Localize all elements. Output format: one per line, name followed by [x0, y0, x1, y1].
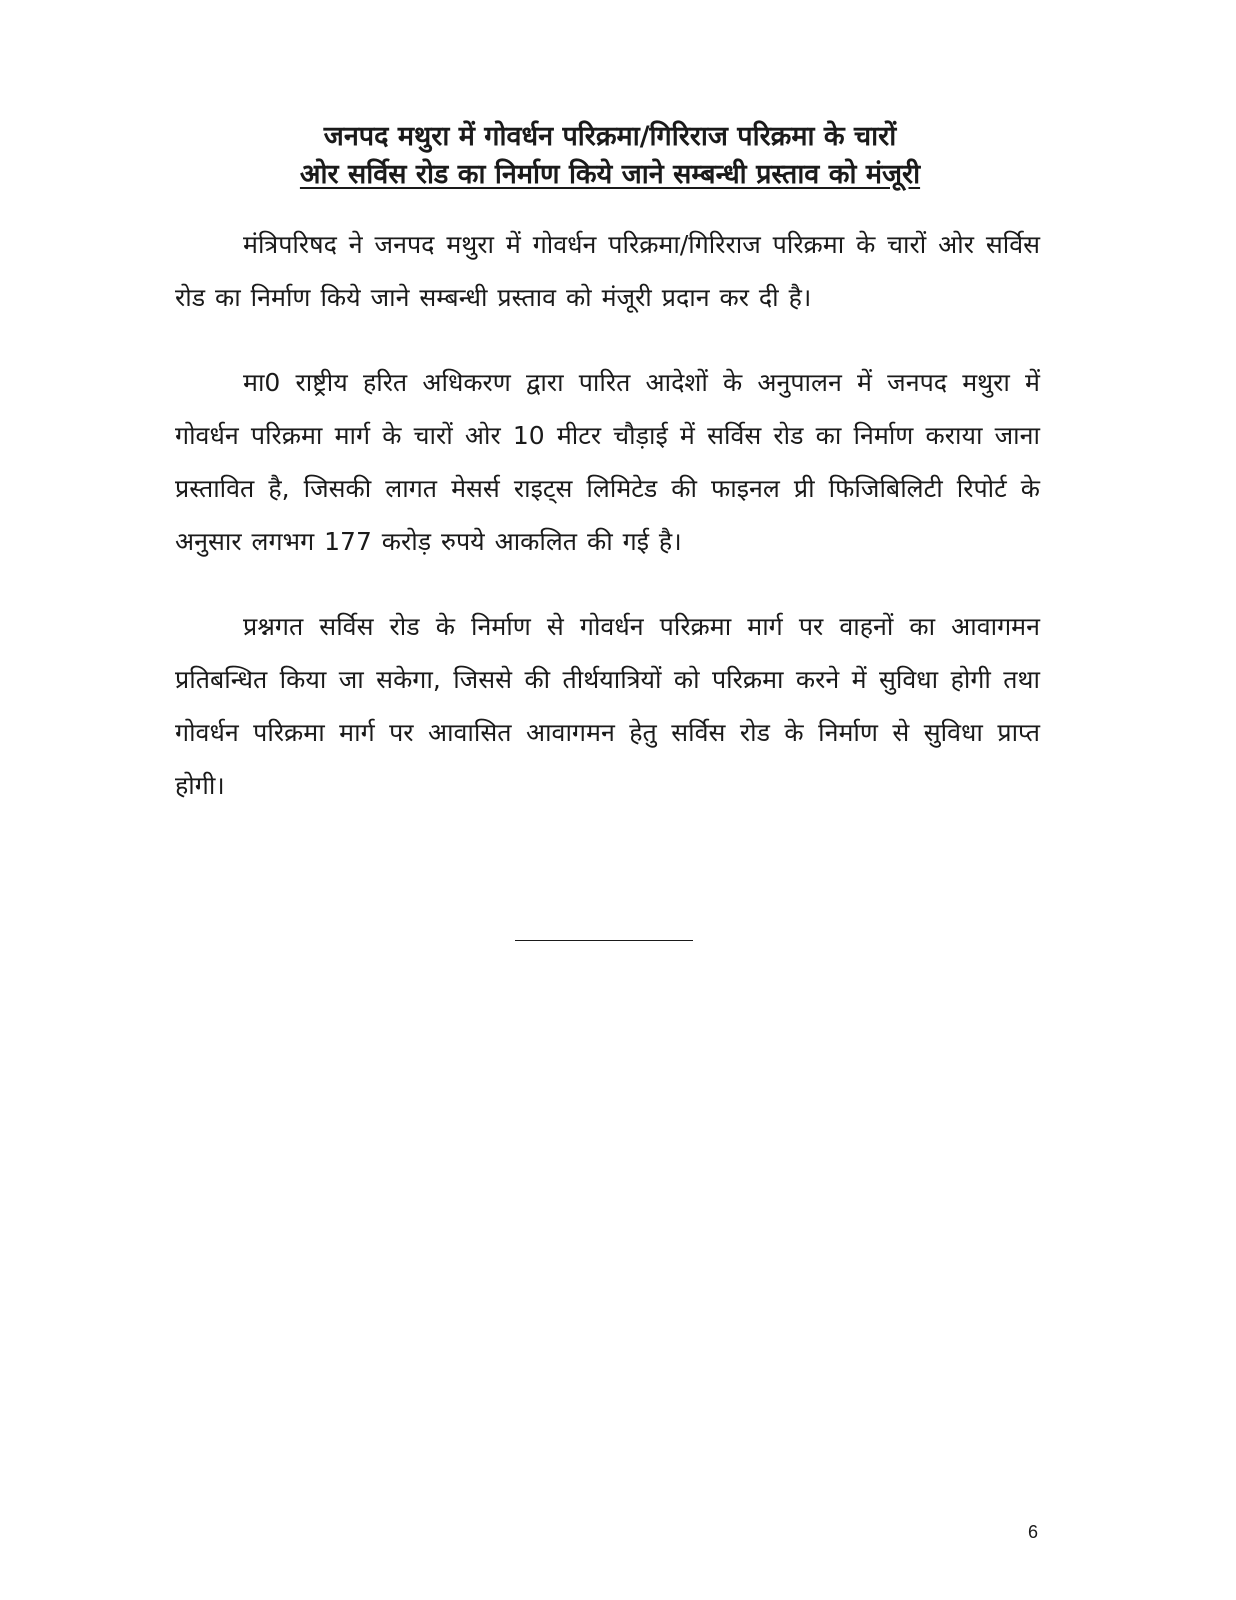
- end-divider: [515, 940, 693, 941]
- paragraph-3: प्रश्नगत सर्विस रोड के निर्माण से गोवर्धन परिक्रमा मार्ग पर वाहनों का आवागमन प्रतिबन्धित किया जा सकेगा, जिससे की तीर्थयात्रियों को परिक्रमा करने में सुविधा होगी तथा गोवर्धन परिक्रमा मार्ग पर आवासित आवागमन हेतु सर्विस रोड के निर्माण से सुविधा प्राप्त होगी।: [175, 612, 1040, 800]
- page-number: 6: [1027, 1522, 1038, 1542]
- paragraph-2: मा0 राष्ट्रीय हरित अधिकरण द्वारा पारित आदेशों के अनुपालन में जनपद मथुरा में गोवर्धन परिक्रमा मार्ग के चारों ओर 10 मीटर चौड़ाई में सर्विस रोड का निर्माण कराया जाना प्रस्तावित है, जिसकी लागत मेसर्स राइट्स लिमिटेड की फाइनल प्री फिजिबिलिटी रिपोर्ट के अनुसार लगभग 177 करोड़ रुपये आकलित की गई है।: [175, 368, 1040, 556]
- paragraph-1: मंत्रिपरिषद ने जनपद मथुरा में गोवर्धन परिक्रमा/गिरिराज परिक्रमा के चारों ओर सर्विस रोड का निर्माण किये जाने सम्बन्धी प्रस्ताव को मंजूरी प्रदान कर दी है।: [175, 230, 1040, 312]
- document-title: [170, 118, 1050, 194]
- title-line-2: ओर सर्विस रोड का निर्माण किये जाने सम्बन्धी प्रस्ताव को मंजूरी: [299, 159, 921, 190]
- document-body: [175, 218, 1040, 844]
- title-line-1: जनपद मथुरा में गोवर्धन परिक्रमा/गिरिराज परिक्रमा के चारों: [323, 121, 897, 152]
